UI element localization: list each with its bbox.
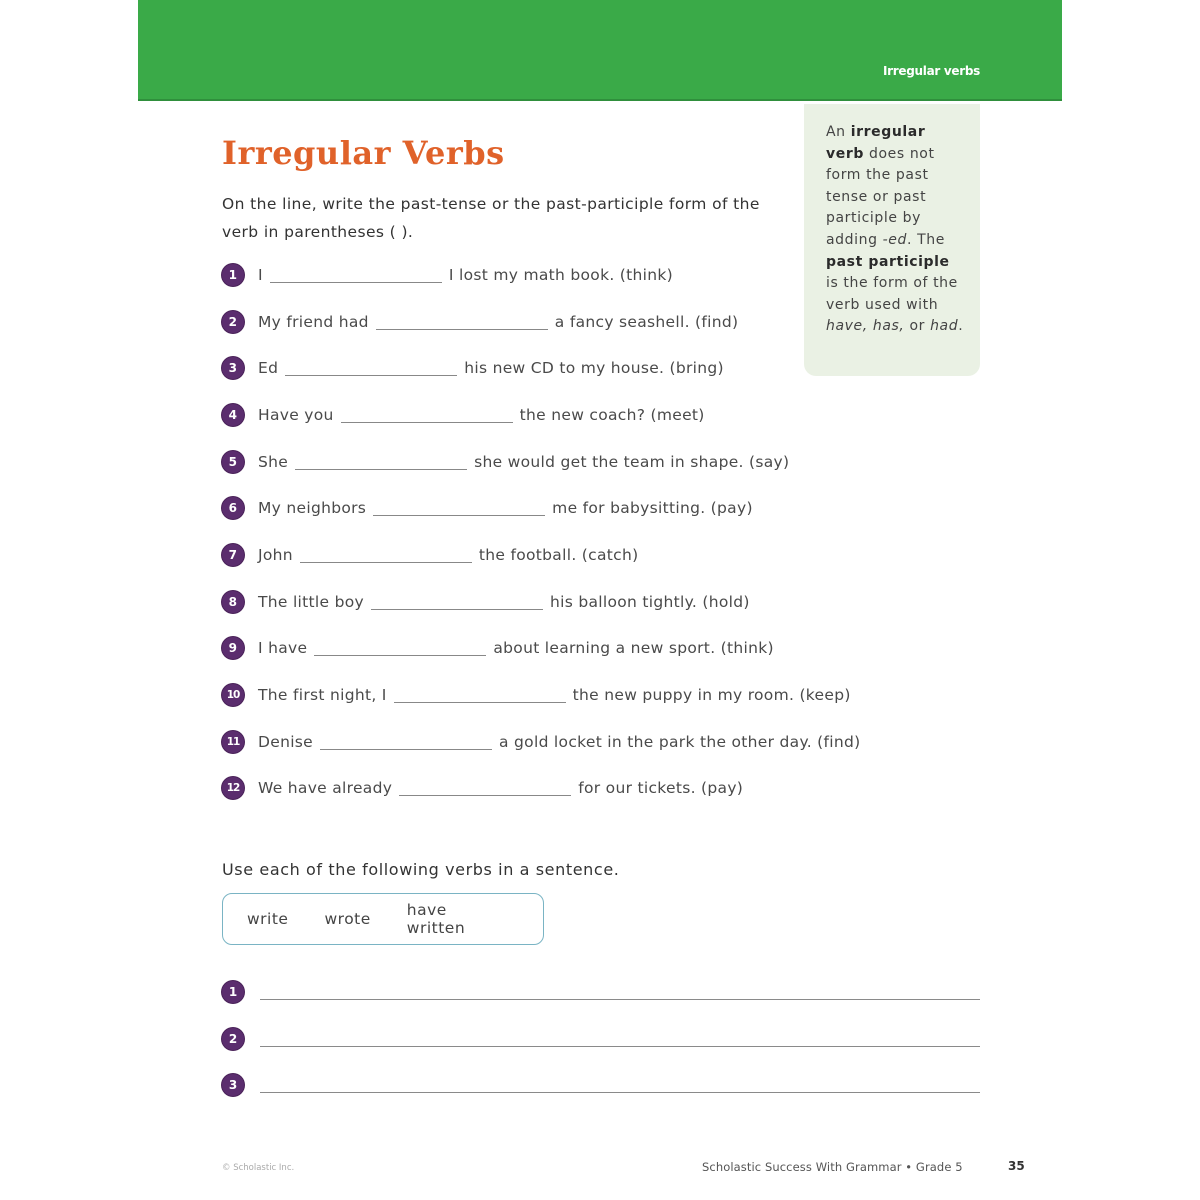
exercise-item: [222, 589, 750, 615]
answer-blank[interactable]: [371, 609, 543, 610]
exercise-item: [222, 542, 638, 568]
sentence-end: the new coach? (meet): [519, 406, 705, 424]
answer-blank[interactable]: [394, 702, 566, 703]
sentence-end: about learning a new sport. (think): [493, 639, 774, 657]
answer-blank[interactable]: [295, 469, 467, 470]
word-bank-item: wrote: [324, 910, 371, 928]
definition-note: [804, 104, 980, 376]
page-number: 35: [1008, 1159, 1025, 1173]
sentence-end: me for babysitting. (pay): [552, 499, 753, 517]
exercise-item: [222, 729, 861, 755]
number-badge: 7: [222, 544, 244, 566]
sentence-start: My neighbors: [258, 499, 367, 517]
sentence-start: Ed: [258, 359, 279, 377]
answer-blank[interactable]: [285, 375, 457, 376]
word-bank-item: have written: [406, 901, 466, 937]
note-text: .: [958, 318, 964, 335]
exercise-item: [222, 449, 789, 475]
word-bank: [222, 893, 544, 945]
note-text: is the form of the verb used with: [826, 275, 958, 313]
note-text: or: [904, 318, 931, 335]
sentence-end: a gold locket in the park the other day. (find): [499, 733, 861, 751]
sentence-end: I lost my math book. (think): [448, 266, 674, 284]
number-badge: 9: [222, 637, 244, 659]
sentence-start: Have you: [258, 406, 334, 424]
number-badge: 5: [222, 451, 244, 473]
instructions: On the line, write the past-tense or the past-participle form of the verb in parentheses ( ).: [222, 195, 760, 241]
page-title: Irregular Verbs: [222, 134, 505, 172]
number-badge: 12: [222, 777, 244, 799]
sentence-line: [222, 1073, 982, 1099]
sentence-start: I: [258, 266, 263, 284]
worksheet-page: [138, 0, 1062, 1200]
answer-blank[interactable]: [314, 655, 486, 656]
book-title: Scholastic Success With Grammar • Grade 5: [702, 1160, 963, 1174]
note-text: does not form the past tense or past participle by adding: [826, 145, 935, 248]
exercise-item: [222, 495, 753, 521]
sentence-end: his balloon tightly. (hold): [550, 593, 750, 611]
exercise-item: [222, 682, 851, 708]
writing-line[interactable]: [260, 999, 980, 1000]
sentence-start: John: [258, 546, 293, 564]
number-badge: 10: [222, 684, 244, 706]
header-band: [138, 0, 1062, 101]
sentence-line: [222, 980, 982, 1006]
answer-blank[interactable]: [341, 422, 513, 423]
section2-instruction: Use each of the following verbs in a sentence.: [222, 860, 620, 879]
sentence-start: I have: [258, 639, 308, 657]
section-tag: Irregular verbs: [883, 64, 980, 78]
number-badge: 4: [222, 404, 244, 426]
exercise-item: [222, 355, 724, 381]
sentence-start: She: [258, 453, 289, 471]
sentence-end: the new puppy in my room. (keep): [572, 686, 851, 704]
sentence-end: she would get the team in shape. (say): [474, 453, 790, 471]
answer-blank[interactable]: [270, 282, 442, 283]
note-text: . The: [907, 231, 945, 248]
sentence-end: his new CD to my house. (bring): [464, 359, 724, 377]
sentence-start: Denise: [258, 733, 314, 751]
answer-blank[interactable]: [300, 562, 472, 563]
answer-blank[interactable]: [320, 749, 492, 750]
answer-blank[interactable]: [373, 515, 545, 516]
sentence-line: [222, 1027, 982, 1053]
sentence-end: a fancy seashell. (find): [554, 313, 739, 331]
writing-line[interactable]: [260, 1046, 980, 1047]
note-text: An: [826, 124, 851, 140]
answer-blank[interactable]: [376, 329, 548, 330]
note-suffix: -ed: [882, 231, 908, 248]
number-badge: 11: [222, 731, 244, 753]
number-badge: 6: [222, 497, 244, 519]
sentence-start: The little boy: [258, 593, 364, 611]
note-term-irregular-verb: irregular verb: [826, 124, 926, 162]
answer-blank[interactable]: [399, 795, 571, 796]
sentence-end: the football. (catch): [478, 546, 639, 564]
sentence-end: for our tickets. (pay): [578, 779, 744, 797]
note-helper-had: had: [930, 318, 959, 335]
note-helper-verbs: have, has,: [826, 318, 905, 335]
exercise-item: [222, 775, 743, 801]
sentence-start: My friend had: [258, 313, 369, 331]
exercise-item: [222, 262, 673, 288]
number-badge: 2: [222, 1028, 244, 1050]
exercise-item: [222, 402, 705, 428]
number-badge: 1: [222, 264, 244, 286]
writing-line[interactable]: [260, 1092, 980, 1093]
note-term-past-participle: past participle: [826, 253, 950, 270]
word-bank-item: write: [247, 910, 289, 928]
number-badge: 1: [222, 981, 244, 1003]
sentence-start: We have already: [258, 779, 393, 797]
number-badge: 3: [222, 1074, 244, 1096]
number-badge: 2: [222, 311, 244, 333]
exercise-item: [222, 635, 774, 661]
copyright: © Scholastic Inc.: [222, 1163, 295, 1173]
number-badge: 3: [222, 357, 244, 379]
number-badge: 8: [222, 591, 244, 613]
exercise-item: [222, 309, 738, 335]
sentence-start: The first night, I: [258, 686, 387, 704]
